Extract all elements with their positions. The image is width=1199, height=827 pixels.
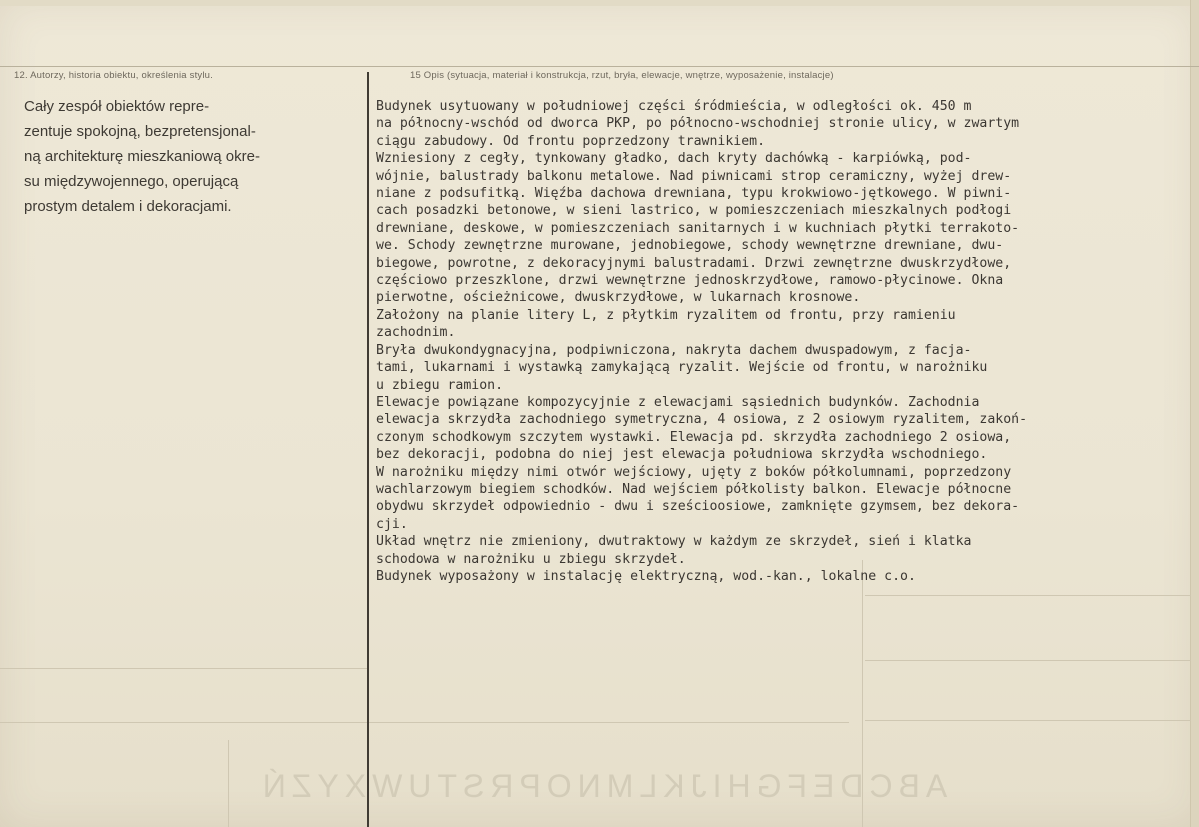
text-line: zachodnim. [376,325,456,341]
text-line: Budynek wyposażony w instalację elektryczną, wod.-kan., lokalne c.o. [376,568,916,584]
text-line: drewniane, deskowe, w pomieszczeniach sanitarnych i w kuchniach płytki terrakoto- [376,220,1020,236]
text-line: tami, lukarnami i wystawką zamykającą ryzalit. Wejście od frontu, w narożniku [376,360,988,376]
text-line: elewacja skrzydła zachodniego symetryczna, 4 osiowa, z 2 osiowym ryzalitem, zakoń- [376,412,1028,428]
section-12-header: 12. Autorzy, historia obiektu, określenia stylu. [14,70,213,81]
authors-history-style-text [24,94,354,219]
text-line: Budynek usytuowany w południowej części śródmieścia, w odległości ok. 450 m [376,99,972,114]
text-line: prostym detalem i dekoracjami. [24,198,232,215]
header-divider [0,66,1199,67]
section-15-header: 15 Opis (sytuacja, materiał i konstrukcja, rzut, bryła, elewacje, wnętrze, wyposażenie, instalacje) [410,70,834,81]
text-line: wójnie, balustrady balkonu metalowe. Nad piwnicami strop ceramiczny, wyżej drew- [376,168,1012,184]
text-line: biegowe, powrotne, z dekoracyjnymi balustradami. Drzwi zewnętrzne dwuskrzydłowe, [376,255,1012,271]
text-line: Układ wnętrz nie zmieniony, dwutraktowy w każdym ze skrzydeł, sień i klatka [376,534,972,550]
text-line: ną architekturę mieszkaniową okre- [24,148,260,165]
text-line: W narożniku między nimi otwór wejściowy, ujęty z boków półkolumnami, poprzedzony [376,464,1012,480]
text-line: schodowa w narożniku u zbiegu skrzydeł. [376,551,686,567]
text-line: Elewacje powiązane kompozycyjnie z elewacjami sąsiednich budynków. Zachodnia [376,394,980,410]
text-line: Cały zespół obiektów repre- [24,98,210,115]
ghost-line [865,595,1191,596]
text-line: zentuje spokojną, bezpretensjonal- [24,123,256,140]
text-line: Wzniesiony z cegły, tynkowany gładko, dach kryty dachówką - karpiówką, pod- [376,151,972,167]
text-line: Bryła dwukondygnacyjna, podpiwniczona, nakryta dachem dwuspadowym, z facja- [376,342,972,358]
text-line: wachlarzowym biegiem schodków. Nad wejściem półkolisty balkon. Elewacje północne [376,481,1012,497]
text-line: czonym schodkowym szczytem wystawki. Elewacja pd. skrzydła zachodniego 2 osiowa, [376,429,1012,445]
text-line: Założony na planie litery L, z płytkim ryzalitem od frontu, przy ramieniu [376,307,956,323]
text-line: ciągu zabudowy. Od frontu poprzedzony trawnikiem. [376,133,766,149]
ghost-alphabet-index: ABCDEFGHIJKLMNOPRSTUWXYZŃ [256,768,948,804]
text-line: na północny-wschód od dworca PKP, po północno-wschodniej stronie ulicy, w zwartym [376,116,1020,132]
text-line: obydwu skrzydeł odpowiednio - dwu i sześcioosiowe, zamknięte gzymsem, bez dekora- [376,499,1020,515]
text-line: cach posadzki betonowe, w sieni lastrico, w pomieszczeniach mieszkalnych podłogi [376,203,1012,219]
text-line: we. Schody zewnętrzne murowane, jednobiegowe, schody wewnętrzne drewniane, dwu- [376,238,1004,254]
text-line: bez dekoracji, podobna do niej jest elewacja południowa skrzydła wschodniego. [376,447,988,463]
text-line: su międzywojennego, operującą [24,173,239,190]
text-line: cji. [376,516,408,532]
column-divider [367,72,369,827]
ghost-line [865,720,1191,721]
text-line: niane z podsufitką. Więźba dachowa drewniana, typu krokwiowo-jętkowego. W piwni- [376,186,1012,202]
text-line: pierwotne, ościeżnicowe, dwuskrzydłowe, w lukarnach krosnowe. [376,290,861,306]
ghost-line [0,722,367,723]
ghost-line [865,660,1191,661]
text-line: częściowo przeszklone, drzwi wewnętrzne jednoskrzydłowe, ramowo-płycinowe. Okna [376,273,1004,289]
card-top-edge [0,0,1199,6]
description-text [376,98,1196,585]
text-line: u zbiegu ramion. [376,377,504,393]
ghost-line [369,722,849,723]
ghost-line [0,668,367,669]
